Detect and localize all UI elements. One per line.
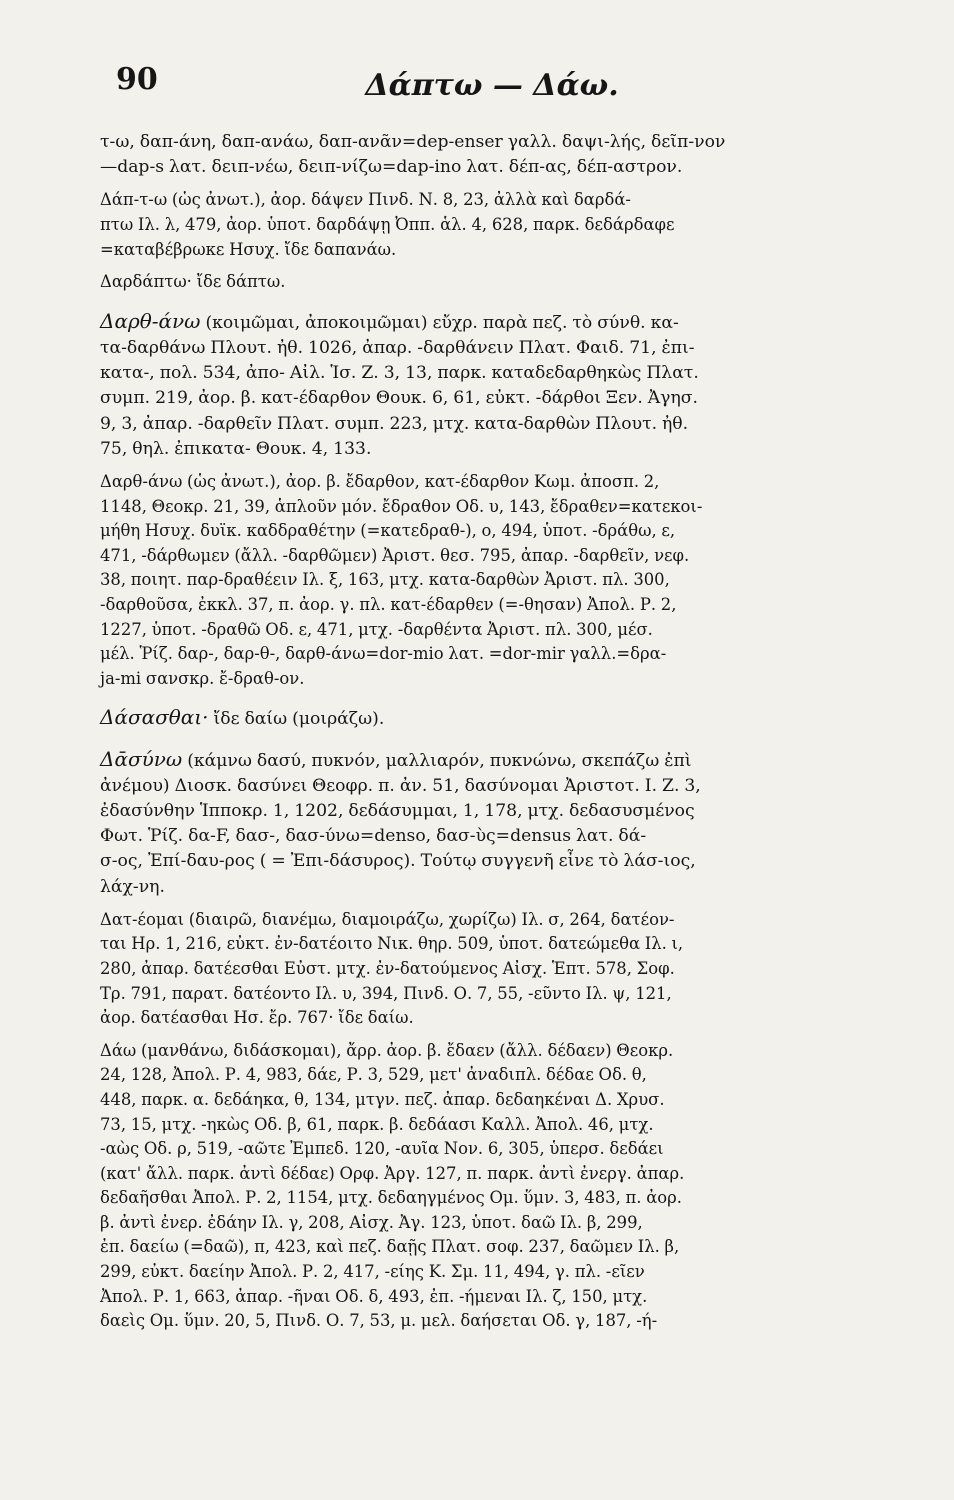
text-line: 1148, Θεοκρ. 21, 39, ἁπλοῦν μόν. ἔδραθον Οδ. υ, 143, ἔδραθεν=κατεκοι- [100, 496, 703, 516]
text-line: =καταβέβρωκε Ησυχ. ἴδε δαπανάω. [100, 239, 397, 259]
text-line: 24, 128, Ἀπολ. Ρ. 4, 983, δάε, Ρ. 3, 529, μετ' ἀναδιπλ. δέδαε Οδ. θ, [100, 1065, 647, 1085]
text-line: ἀορ. δατέασθαι Ησ. ἔρ. 767· ἴδε δαίω. [100, 1008, 414, 1028]
text-line: τ-ω, δαπ-άνη, δαπ-ανάω, δαπ-ανᾶν=dep-enser γαλλ. δαψι-λής, δεῖπ-νον [100, 132, 726, 152]
entry-dateomai [100, 908, 884, 1031]
text-line: συμπ. 219, ἀορ. β. κατ-έδαρθον Θουκ. 6, 61, εὐκτ. -δάρθοι Ξεν. Ἀγησ. [100, 388, 698, 409]
entry-dasyno [100, 747, 884, 900]
text-line: Δαρθ-άνω (ὡς ἀνωτ.), ἀορ. β. ἔδαρθον, κατ-έδαρθον Κωμ. ἀποσπ. 2, [100, 472, 660, 491]
text-line: μήθη Ησυχ. δυϊκ. καδδραθέτην (=κατεδραθ-), ο, 494, ὑποτ. -δράθω, ε, [100, 521, 676, 541]
text-line: σ-ος, Ἐπί-δαυ-ρος ( = Ἐπι-δάσυρος). Τούτῳ συγγενῆ εἶνε τὸ λάσ-ιος, [100, 851, 696, 872]
text-line: -αὼς Οδ. ρ, 519, -αῶτε Ἐμπεδ. 120, -αυῖα Νον. 6, 305, ὑπερσ. δεδάει [100, 1139, 664, 1159]
page-number: 90 [116, 62, 158, 97]
text-line: -δαρθοῦσα, ἐκκλ. 37, π. ἀορ. γ. πλ. κατ-έδαρθεν (=-θησαν) Ἀπολ. Ρ. 2, [100, 594, 677, 614]
text-line: 471, -δάρθωμεν (ἄλλ. -δαρθῶμεν) Ἀριστ. θεσ. 795, ἀπαρ. -δαρθεῖν, νεφ. [100, 545, 690, 565]
text-line: δαεὶς Ομ. ὕμν. 20, 5, Πινδ. Ο. 7, 53, μ. μελ. δαήσεται Οδ. γ, 187, -ή- [100, 1311, 658, 1331]
text-line: Δατ-έομαι (διαιρῶ, διανέμω, διαμοιράζω, χωρίζω) Ιλ. σ, 264, δατέον- [100, 909, 675, 929]
text-line: Τρ. 791, παρατ. δατέοντο Ιλ. υ, 394, Πινδ. Ο. 7, 55, -εῦντο Ιλ. ψ, 121, [100, 983, 672, 1003]
text-line: ἐπ. δαείω (=δαῶ), π, 423, καὶ πεζ. δαῇς Πλατ. σοφ. 237, δαῶμεν Ιλ. β, [100, 1237, 680, 1257]
text-line: κατα-, πολ. 534, ἀπο- Αἰλ. Ἱσ. Ζ. 3, 13, παρκ. καταδεδαρθηκὼς Πλατ. [100, 363, 699, 384]
headword: Δᾱσύνω [100, 746, 183, 771]
text-line: δεδαῆσθαι Ἀπολ. Ρ. 2, 1154, μτχ. δεδαηγμένος Ομ. ὕμν. 3, 483, π. ἀορ. [100, 1188, 682, 1208]
text-line: μέλ. Ῥίζ. δαρ-, δαρ-θ-, δαρθ-άνω=dor-mio λατ. =dor-mir γαλλ.=δρα- [100, 644, 667, 664]
text-line: Δαρδάπτω· ἴδε δάπτω. [100, 272, 286, 292]
text-line: λάχ-νη. [100, 876, 165, 897]
text-line: (κοιμῶμαι, ἀποκοιμῶμαι) εὔχρ. παρὰ πεζ. τὸ σύνθ. κα- [205, 312, 679, 333]
text-line: ἐδασύνθην Ἱπποκρ. 1, 1202, δεδάσυμμαι, 1, 178, μτχ. δεδασυσμένος [100, 800, 695, 821]
text-line: τα-δαρθάνω Πλουτ. ἠθ. 1026, ἀπαρ. -δαρθάνειν Πλατ. Φαιδ. 71, ἐπι- [100, 337, 695, 358]
entry-dartho [100, 309, 884, 462]
text-line: —dap-s λατ. δειπ-νέω, δειπ-νίζω=dap-ino λατ. δέπ-ας, δέπ-αστρον. [100, 157, 683, 178]
entry-dardapto [100, 270, 884, 295]
text-line: Δάπ-τ-ω (ὡς ἀνωτ.), ἀορ. δάψεν Πινδ. Ν. 8, 23, ἀλλὰ καὶ δαρδά- [100, 190, 631, 210]
text-line: Φωτ. Ῥίζ. δα-F, δασ-, δασ-ύνω=denso, δασ-ὺς=densus λατ. δά- [100, 826, 647, 847]
entry-dapto-subentry [100, 188, 884, 262]
text-line: ται Ηρ. 1, 216, εὐκτ. ἐν-δατέοιτο Νικ. θηρ. 509, ὑποτ. δατεώμεθα Ιλ. ι, [100, 934, 684, 954]
page-body [100, 130, 884, 1334]
entry-dasasthai [100, 705, 884, 732]
entry-dao [100, 1039, 884, 1334]
text-line: 448, παρκ. α. δεδάηκα, θ, 134, μτγν. πεζ. ἀπαρ. δεδαηκέναι Δ. Χρυσ. [100, 1089, 665, 1109]
text-line: ἀνέμου) Διοσκ. δασύνει Θεοφρ. π. ἀν. 51, δασύνομαι Ἀριστοτ. Ι. Ζ. 3, [100, 775, 701, 796]
text-line: ἴδε δαίω (μοιράζω). [213, 709, 385, 730]
page-header [100, 56, 884, 126]
text-line: 280, ἀπαρ. δατέεσθαι Εὐστ. μτχ. ἐν-δατούμενος Αἰσχ. Ἑπτ. 578, Σοφ. [100, 958, 675, 978]
text-line: (κατ' ἄλλ. παρκ. ἀντὶ δέδαε) Ορφ. Ἀργ. 127, π. παρκ. ἀντὶ ἐνεργ. ἀπαρ. [100, 1163, 685, 1183]
text-line: 38, ποιητ. παρ-δραθέειν Ιλ. ξ, 163, μτχ. κατα-δαρθὼν Ἀριστ. πλ. 300, [100, 570, 670, 590]
text-line: ja-mi σανσκρ. ἔ-δραθ-ον. [100, 668, 305, 688]
running-head: Δάπτω — Δάω. [365, 68, 619, 103]
entry-dartho-subentry [100, 470, 884, 691]
headword: Δαρθ-άνω [100, 308, 201, 333]
text-line: 73, 15, μτχ. -ηκὼς Οδ. β, 61, παρκ. β. δεδάασι Καλλ. Ἀπολ. 46, μτχ. [100, 1114, 654, 1134]
text-line: Δάω (μανθάνω, διδάσκομαι), ἄρρ. ἀορ. β. ἔδαεν (ἄλλ. δέδαεν) Θεοκρ. [100, 1040, 674, 1060]
entry-dapto-continuation [100, 130, 884, 180]
text-line: 9, 3, ἀπαρ. -δαρθεῖν Πλατ. συμπ. 223, μτχ. κατα-δαρθὼν Πλουτ. ἠθ. [100, 413, 689, 434]
text-line: πτω Ιλ. λ, 479, ἀορ. ὑποτ. δαρδάψῃ Ὀππ. ἁλ. 4, 628, παρκ. δεδάρδαφε [100, 215, 675, 234]
text-line: 75, θηλ. ἐπικατα- Θουκ. 4, 133. [100, 438, 372, 459]
text-line: 1227, ὑποτ. -δραθῶ Οδ. ε, 471, μτχ. -δαρθέντα Ἀριστ. πλ. 300, μέσ. [100, 619, 653, 639]
headword: Δάσασθαι· [100, 705, 209, 730]
text-line: 299, εὐκτ. δαείην Ἀπολ. Ρ. 2, 417, -είης Κ. Σμ. 11, 494, γ. πλ. -εῖεν [100, 1262, 645, 1282]
text-line: (κάμνω δασύ, πυκνόν, μαλλιαρόν, πυκνώνω, σκεπάζω ἐπὶ [187, 750, 692, 771]
text-line: Ἀπολ. Ρ. 1, 663, ἀπαρ. -ῆναι Οδ. δ, 493, ἐπ. -ήμεναι Ιλ. ζ, 150, μτχ. [100, 1286, 648, 1306]
text-line: β. ἀντὶ ἐνερ. ἐδάην Ιλ. γ, 208, Αἰσχ. Ἀγ. 123, ὑποτ. δαῶ Ιλ. β, 299, [100, 1212, 643, 1232]
